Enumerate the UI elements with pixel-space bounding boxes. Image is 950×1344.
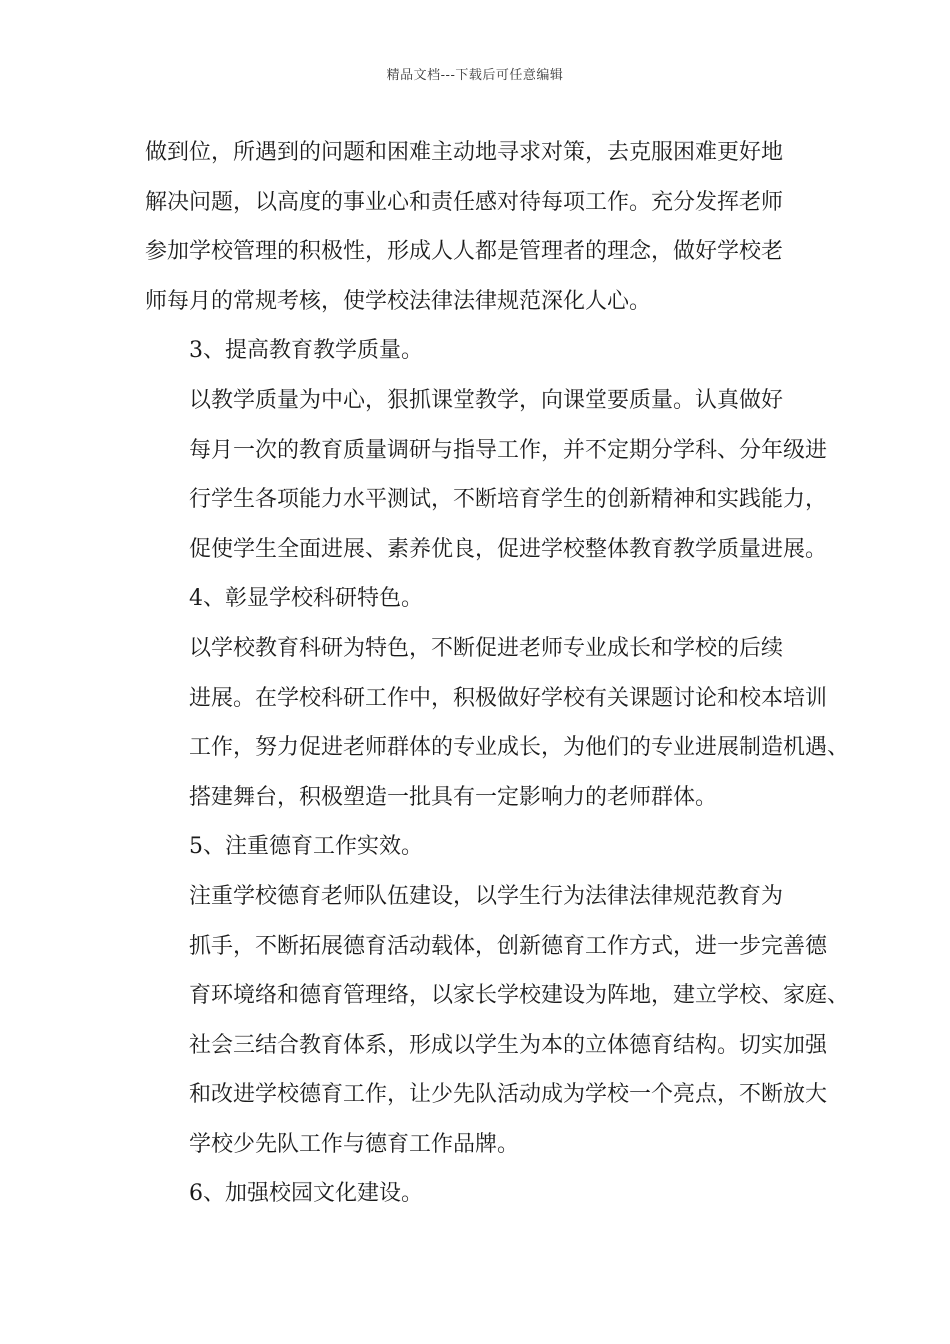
text-line: 以教学质量为中心，狠抓课堂教学，向课堂要质量。认真做好 <box>189 387 784 413</box>
text-line: 行学生各项能力水平测试，不断培育学生的创新精神和实践能力， <box>189 487 828 513</box>
page-header: 精品文档---下载后可任意编辑 <box>386 68 564 83</box>
paragraph-moral-education <box>145 872 850 1170</box>
paragraph-continuation <box>145 128 820 326</box>
text-line: 和改进学校德育工作，让少先队活动成为学校一个亮点，不断放大 <box>189 1082 828 1108</box>
text-line: 师每月的常规考核，使学校法律法律规范深化人心。 <box>145 288 652 314</box>
section-heading-4 <box>145 574 820 624</box>
text-line: 注重学校德育老师队伍建设，以学生行为法律法律规范教育为 <box>189 883 784 909</box>
text-line: 促使学生全面进展、素养优良，促进学校整体教育教学质量进展。 <box>189 536 828 562</box>
heading-line: 4、彰显学校科研特色。 <box>189 586 423 612</box>
text-line: 育环境络和德育管理络，以家长学校建设为阵地，建立学校、家庭、 <box>189 983 850 1009</box>
heading-line: 3、提高教育教学质量。 <box>189 338 423 364</box>
text-line: 解决问题，以高度的事业心和责任感对待每项工作。充分发挥老师 <box>145 189 784 215</box>
text-line: 进展。在学校科研工作中，积极做好学校有关课题讨论和校本培训 <box>189 685 828 711</box>
document-body <box>145 128 850 1219</box>
text-line: 学校少先队工作与德育工作品牌。 <box>189 1131 520 1157</box>
text-line: 社会三结合教育体系，形成以学生为本的立体德育结构。切实加强 <box>189 1032 828 1058</box>
text-line: 抓手，不断拓展德育活动载体，创新德育工作方式，进一步完善德 <box>189 933 828 959</box>
section-heading-3 <box>145 326 820 376</box>
heading-line: 5、注重德育工作实效。 <box>189 834 423 860</box>
text-line: 参加学校管理的积极性，形成人人都是管理者的理念，做好学校老 <box>145 239 784 265</box>
heading-line: 6、加强校园文化建设。 <box>189 1181 423 1207</box>
paragraph-teaching-quality <box>145 376 828 574</box>
section-heading-5 <box>145 822 820 872</box>
text-line: 搭建舞台，积极塑造一批具有一定影响力的老师群体。 <box>189 784 718 810</box>
text-line: 做到位，所遇到的问题和困难主动地寻求对策，去克服困难更好地 <box>145 140 784 165</box>
text-line: 以学校教育科研为特色，不断促进老师专业成长和学校的后续 <box>189 635 784 661</box>
paragraph-research <box>145 624 850 822</box>
text-line: 每月一次的教育质量调研与指导工作，并不定期分学科、分年级进 <box>189 437 828 463</box>
section-heading-6 <box>145 1169 820 1219</box>
text-line: 工作，努力促进老师群体的专业成长，为他们的专业进展制造机遇、 <box>189 735 850 761</box>
